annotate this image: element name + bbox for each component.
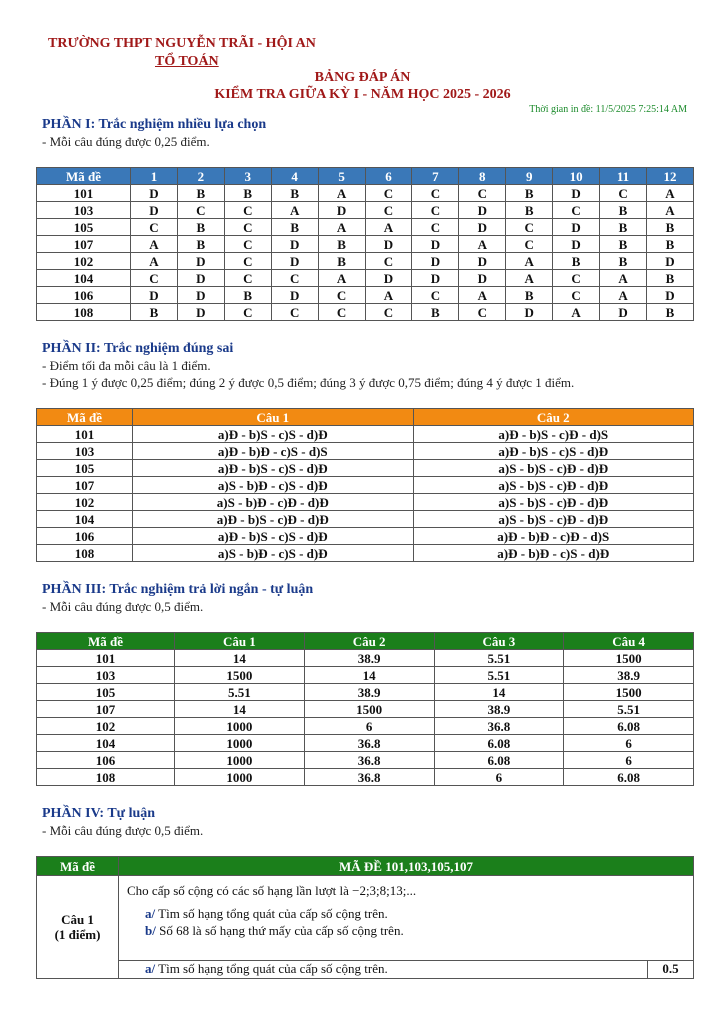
answer-cell: D bbox=[365, 236, 412, 253]
answer-cell: A bbox=[365, 219, 412, 236]
answer-cell: 6.08 bbox=[564, 769, 694, 786]
question-1a-label: a/ bbox=[145, 906, 156, 921]
answer-cell: A bbox=[131, 253, 178, 270]
t1-header-cell: 7 bbox=[412, 168, 459, 185]
exam-code-cell: 104 bbox=[37, 735, 175, 752]
answer-1a bbox=[119, 961, 648, 979]
table-row bbox=[37, 253, 694, 270]
answer-cell: B bbox=[506, 185, 553, 202]
part4-header-code: Mã đề bbox=[37, 857, 119, 876]
answer-cell: 5.51 bbox=[434, 650, 564, 667]
t1-header-cell: 4 bbox=[271, 168, 318, 185]
answer-cell: C bbox=[224, 253, 271, 270]
exam-code-cell: 105 bbox=[37, 460, 133, 477]
answer-cell: D bbox=[459, 219, 506, 236]
answer-cell: 1000 bbox=[175, 718, 305, 735]
answer-cell: 38.9 bbox=[434, 701, 564, 718]
exam-code-cell: 106 bbox=[37, 528, 133, 545]
answer-cell: D bbox=[177, 270, 224, 287]
part3-note: - Mỗi câu đúng được 0,5 điểm. bbox=[42, 599, 204, 614]
answer-cell: A bbox=[600, 270, 647, 287]
answer-cell: B bbox=[271, 219, 318, 236]
answer-cell: D bbox=[412, 270, 459, 287]
answer-cell: C bbox=[131, 219, 178, 236]
question-1a bbox=[127, 905, 685, 922]
answer-cell: a)S - b)Đ - c)S - d)Đ bbox=[133, 477, 414, 494]
t1-header-cell: 10 bbox=[553, 168, 600, 185]
exam-code-cell: 103 bbox=[37, 667, 175, 684]
answer-cell: D bbox=[412, 253, 459, 270]
part2-title: PHẦN II: Trắc nghiệm đúng sai bbox=[42, 341, 234, 356]
answer-cell: 6 bbox=[304, 718, 434, 735]
table-row bbox=[37, 735, 694, 752]
table-row bbox=[37, 185, 694, 202]
question-1a-text: Tìm số hạng tổng quát của cấp số cộng trên. bbox=[155, 906, 388, 921]
answer-cell: B bbox=[646, 219, 693, 236]
answer-cell: C bbox=[412, 202, 459, 219]
exam-code-cell: 103 bbox=[37, 443, 133, 460]
t1-header-cell: 2 bbox=[177, 168, 224, 185]
answer-cell: a)S - b)S - c)Đ - d)Đ bbox=[413, 511, 694, 528]
answer-cell: A bbox=[459, 287, 506, 304]
answer-cell: B bbox=[600, 253, 647, 270]
answer-cell: 1000 bbox=[175, 752, 305, 769]
question-1-number: Câu 1 bbox=[61, 912, 94, 927]
t3-header-cell: Mã đề bbox=[37, 633, 175, 650]
answer-cell: 6.08 bbox=[434, 735, 564, 752]
part4-note: - Mỗi câu đúng được 0,5 điểm. bbox=[42, 823, 204, 838]
answer-cell: 6 bbox=[564, 752, 694, 769]
t3-header-cell: Câu 3 bbox=[434, 633, 564, 650]
answer-cell: D bbox=[459, 253, 506, 270]
table-row bbox=[37, 752, 694, 769]
part1-note: - Mỗi câu đúng được 0,25 điểm. bbox=[42, 134, 210, 149]
answer-cell: B bbox=[318, 236, 365, 253]
answer-cell: A bbox=[318, 185, 365, 202]
part2-note-2: - Đúng 1 ý được 0,25 điểm; đúng 2 ý được 0,5 điểm; đúng 3 ý được 0,75 điểm; đúng 4 ý được 1 điểm. bbox=[42, 375, 575, 390]
answer-cell: C bbox=[365, 185, 412, 202]
exam-code-cell: 101 bbox=[37, 426, 133, 443]
answer-cell: D bbox=[553, 236, 600, 253]
answer-cell: C bbox=[600, 185, 647, 202]
exam-code-cell: 104 bbox=[37, 511, 133, 528]
answer-cell: C bbox=[553, 270, 600, 287]
answer-cell: C bbox=[177, 202, 224, 219]
answer-cell: 38.9 bbox=[564, 667, 694, 684]
answer-cell: B bbox=[646, 236, 693, 253]
answer-cell: C bbox=[224, 236, 271, 253]
answer-cell: a)Đ - b)Đ - c)Đ - d)S bbox=[413, 528, 694, 545]
table-row bbox=[37, 202, 694, 219]
department-name: TỔ TOÁN bbox=[155, 54, 219, 69]
exam-code-cell: 108 bbox=[37, 304, 131, 321]
table-row bbox=[37, 684, 694, 701]
exam-code-cell: 102 bbox=[37, 494, 133, 511]
answer-cell: a)Đ - b)S - c)Đ - d)S bbox=[413, 426, 694, 443]
answer-cell: C bbox=[412, 287, 459, 304]
t3-header-cell: Câu 4 bbox=[564, 633, 694, 650]
t1-header-cell: 9 bbox=[506, 168, 553, 185]
answer-1a-label: a/ bbox=[145, 961, 156, 976]
exam-code-cell: 108 bbox=[37, 769, 175, 786]
answer-cell: B bbox=[412, 304, 459, 321]
table-row bbox=[37, 545, 694, 562]
answer-cell: 38.9 bbox=[304, 650, 434, 667]
part1-table bbox=[36, 167, 694, 321]
answer-cell: C bbox=[271, 304, 318, 321]
answer-cell: A bbox=[506, 253, 553, 270]
answer-cell: C bbox=[412, 219, 459, 236]
answer-cell: D bbox=[131, 287, 178, 304]
answer-cell: D bbox=[318, 202, 365, 219]
table-row bbox=[37, 236, 694, 253]
table-row bbox=[37, 443, 694, 460]
exam-title: KIỂM TRA GIỮA KỲ I - NĂM HỌC 2025 - 2026 bbox=[214, 87, 511, 102]
question-1b-label: b/ bbox=[145, 923, 156, 938]
table-row bbox=[37, 494, 694, 511]
table-row bbox=[37, 769, 694, 786]
answer-cell: 36.8 bbox=[304, 769, 434, 786]
answer-cell: 1500 bbox=[564, 650, 694, 667]
answer-cell: a)Đ - b)Đ - c)S - d)Đ bbox=[413, 545, 694, 562]
exam-code-cell: 103 bbox=[37, 202, 131, 219]
exam-code-cell: 102 bbox=[37, 718, 175, 735]
answer-cell: B bbox=[177, 236, 224, 253]
answer-cell: D bbox=[177, 253, 224, 270]
answer-cell: a)Đ - b)S - c)S - d)Đ bbox=[413, 443, 694, 460]
answer-cell: 6.08 bbox=[564, 718, 694, 735]
answer-cell: A bbox=[318, 219, 365, 236]
table-row bbox=[37, 511, 694, 528]
answer-cell: 1500 bbox=[175, 667, 305, 684]
exam-code-cell: 107 bbox=[37, 477, 133, 494]
answer-cell: a)Đ - b)S - c)Đ - d)Đ bbox=[133, 511, 414, 528]
answer-cell: C bbox=[553, 202, 600, 219]
answer-cell: B bbox=[600, 202, 647, 219]
answer-cell: a)Đ - b)S - c)S - d)Đ bbox=[133, 528, 414, 545]
answer-cell: D bbox=[459, 270, 506, 287]
answer-cell: A bbox=[271, 202, 318, 219]
part3-title: PHẦN III: Trắc nghiệm trả lời ngắn - tự luận bbox=[42, 582, 314, 597]
t1-header-cell: 1 bbox=[131, 168, 178, 185]
answer-cell: a)S - b)Đ - c)Đ - d)Đ bbox=[133, 494, 414, 511]
answer-cell: C bbox=[318, 287, 365, 304]
exam-code-cell: 101 bbox=[37, 185, 131, 202]
answer-cell: D bbox=[553, 219, 600, 236]
answer-cell: 5.51 bbox=[175, 684, 305, 701]
answer-cell: 38.9 bbox=[304, 684, 434, 701]
exam-code-cell: 105 bbox=[37, 219, 131, 236]
answer-cell: C bbox=[506, 219, 553, 236]
answer-cell: C bbox=[224, 219, 271, 236]
exam-code-cell: 107 bbox=[37, 236, 131, 253]
answer-cell: A bbox=[318, 270, 365, 287]
answer-cell: D bbox=[271, 253, 318, 270]
answer-cell: B bbox=[646, 304, 693, 321]
answer-cell: C bbox=[271, 270, 318, 287]
answer-cell: D bbox=[131, 185, 178, 202]
answer-cell: a)Đ - b)S - c)S - d)Đ bbox=[133, 426, 414, 443]
answer-cell: D bbox=[646, 287, 693, 304]
t2-header-cell: Mã đề bbox=[37, 409, 133, 426]
answer-1a-score: 0.5 bbox=[648, 961, 694, 979]
t2-header-cell: Câu 2 bbox=[413, 409, 694, 426]
answer-cell: A bbox=[506, 270, 553, 287]
answer-cell: a)S - b)S - c)Đ - d)Đ bbox=[413, 460, 694, 477]
print-time: Thời gian in đề: 11/5/2025 7:25:14 AM bbox=[529, 104, 687, 115]
table-row bbox=[37, 270, 694, 287]
answer-cell: B bbox=[646, 270, 693, 287]
answer-cell: D bbox=[553, 185, 600, 202]
answer-cell: 36.8 bbox=[304, 735, 434, 752]
answer-cell: D bbox=[365, 270, 412, 287]
t1-header-cell: Mã đề bbox=[37, 168, 131, 185]
table-row bbox=[37, 287, 694, 304]
table-row bbox=[37, 460, 694, 477]
answer-cell: 6 bbox=[434, 769, 564, 786]
answer-cell: C bbox=[459, 304, 506, 321]
exam-code-cell: 102 bbox=[37, 253, 131, 270]
table-row bbox=[37, 304, 694, 321]
question-1b bbox=[127, 922, 685, 939]
answer-cell: C bbox=[131, 270, 178, 287]
answer-cell: C bbox=[224, 202, 271, 219]
answer-cell: B bbox=[600, 236, 647, 253]
t2-header-cell: Câu 1 bbox=[133, 409, 414, 426]
answer-cell: 6 bbox=[564, 735, 694, 752]
t1-header-cell: 12 bbox=[646, 168, 693, 185]
exam-code-cell: 101 bbox=[37, 650, 175, 667]
answer-cell: 36.8 bbox=[304, 752, 434, 769]
answer-cell: D bbox=[271, 236, 318, 253]
part4-header-codes: MÃ ĐỀ 101,103,105,107 bbox=[119, 857, 694, 876]
answer-cell: 1500 bbox=[304, 701, 434, 718]
exam-code-cell: 107 bbox=[37, 701, 175, 718]
t1-header-cell: 8 bbox=[459, 168, 506, 185]
answer-cell: D bbox=[177, 287, 224, 304]
part1-title: PHẦN I: Trắc nghiệm nhiều lựa chọn bbox=[42, 117, 267, 132]
answer-cell: B bbox=[600, 219, 647, 236]
answer-cell: A bbox=[646, 202, 693, 219]
exam-code-cell: 106 bbox=[37, 752, 175, 769]
table-row bbox=[37, 718, 694, 735]
t3-header-cell: Câu 2 bbox=[304, 633, 434, 650]
answer-cell: C bbox=[224, 304, 271, 321]
answer-cell: D bbox=[177, 304, 224, 321]
answer-cell: 14 bbox=[304, 667, 434, 684]
answer-cell: A bbox=[646, 185, 693, 202]
question-1-label bbox=[37, 876, 119, 979]
question-1-problem: Cho cấp số cộng có các số hạng lần lượt là −2;3;8;13;... bbox=[127, 883, 417, 898]
answer-cell: 1000 bbox=[175, 735, 305, 752]
answer-cell: B bbox=[271, 185, 318, 202]
answer-cell: 36.8 bbox=[434, 718, 564, 735]
answer-cell: A bbox=[553, 304, 600, 321]
t1-header-cell: 6 bbox=[365, 168, 412, 185]
answer-cell: B bbox=[177, 185, 224, 202]
answer-cell: B bbox=[177, 219, 224, 236]
answer-cell: 14 bbox=[175, 650, 305, 667]
table-row bbox=[37, 701, 694, 718]
answer-cell: A bbox=[459, 236, 506, 253]
answer-cell: A bbox=[600, 287, 647, 304]
answer-cell: B bbox=[224, 185, 271, 202]
answer-cell: D bbox=[506, 304, 553, 321]
part2-note-1: - Điểm tối đa mỗi câu là 1 điểm. bbox=[42, 358, 211, 373]
part4-title: PHẦN IV: Tự luận bbox=[42, 806, 156, 821]
question-1-content bbox=[119, 876, 694, 961]
answer-cell: A bbox=[365, 287, 412, 304]
exam-code-cell: 104 bbox=[37, 270, 131, 287]
exam-code-cell: 105 bbox=[37, 684, 175, 701]
answer-cell: 14 bbox=[175, 701, 305, 718]
exam-code-cell: 106 bbox=[37, 287, 131, 304]
answer-cell: B bbox=[131, 304, 178, 321]
t1-header-cell: 11 bbox=[600, 168, 647, 185]
answer-cell: D bbox=[412, 236, 459, 253]
answer-cell: C bbox=[365, 253, 412, 270]
answer-cell: B bbox=[318, 253, 365, 270]
answer-cell: C bbox=[553, 287, 600, 304]
answer-cell: A bbox=[131, 236, 178, 253]
school-name: TRƯỜNG THPT NGUYỄN TRÃI - HỘI AN bbox=[48, 36, 316, 51]
answer-cell: 5.51 bbox=[434, 667, 564, 684]
exam-code-cell: 108 bbox=[37, 545, 133, 562]
answer-cell: B bbox=[553, 253, 600, 270]
part4-table bbox=[36, 856, 694, 979]
answer-cell: B bbox=[506, 202, 553, 219]
answer-cell: a)Đ - b)S - c)S - d)Đ bbox=[133, 460, 414, 477]
answer-cell: a)S - b)S - c)Đ - d)Đ bbox=[413, 494, 694, 511]
answer-1a-text: Tìm số hạng tổng quát của cấp số cộng trên. bbox=[155, 961, 388, 976]
answer-cell: 1000 bbox=[175, 769, 305, 786]
answer-cell: 5.51 bbox=[564, 701, 694, 718]
answer-cell: C bbox=[318, 304, 365, 321]
answer-cell: 14 bbox=[434, 684, 564, 701]
answer-cell: a)S - b)Đ - c)S - d)Đ bbox=[133, 545, 414, 562]
question-1b-text: Số 68 là số hạng thứ mấy của cấp số cộng trên. bbox=[155, 923, 404, 938]
answer-cell: 6.08 bbox=[434, 752, 564, 769]
answer-cell: D bbox=[646, 253, 693, 270]
table-row bbox=[37, 667, 694, 684]
answer-cell: D bbox=[459, 202, 506, 219]
table-row bbox=[37, 528, 694, 545]
answer-cell: 1500 bbox=[564, 684, 694, 701]
answer-cell: D bbox=[600, 304, 647, 321]
answer-cell: C bbox=[365, 304, 412, 321]
t1-header-cell: 5 bbox=[318, 168, 365, 185]
answer-cell: a)Đ - b)Đ - c)S - d)S bbox=[133, 443, 414, 460]
answer-cell: C bbox=[365, 202, 412, 219]
table-row bbox=[37, 219, 694, 236]
answer-cell: D bbox=[131, 202, 178, 219]
answer-cell: C bbox=[412, 185, 459, 202]
question-1-points: (1 điểm) bbox=[54, 927, 101, 942]
table-row bbox=[37, 650, 694, 667]
answer-cell: B bbox=[224, 287, 271, 304]
table-row bbox=[37, 426, 694, 443]
answer-cell: C bbox=[224, 270, 271, 287]
t3-header-cell: Câu 1 bbox=[175, 633, 305, 650]
answer-cell: B bbox=[506, 287, 553, 304]
answer-key-title: BẢNG ĐÁP ÁN bbox=[314, 70, 411, 85]
answer-cell: D bbox=[271, 287, 318, 304]
answer-cell: a)S - b)S - c)Đ - d)Đ bbox=[413, 477, 694, 494]
part3-table bbox=[36, 632, 694, 786]
answer-cell: C bbox=[506, 236, 553, 253]
part2-table bbox=[36, 408, 694, 562]
t1-header-cell: 3 bbox=[224, 168, 271, 185]
answer-cell: C bbox=[459, 185, 506, 202]
table-row bbox=[37, 477, 694, 494]
